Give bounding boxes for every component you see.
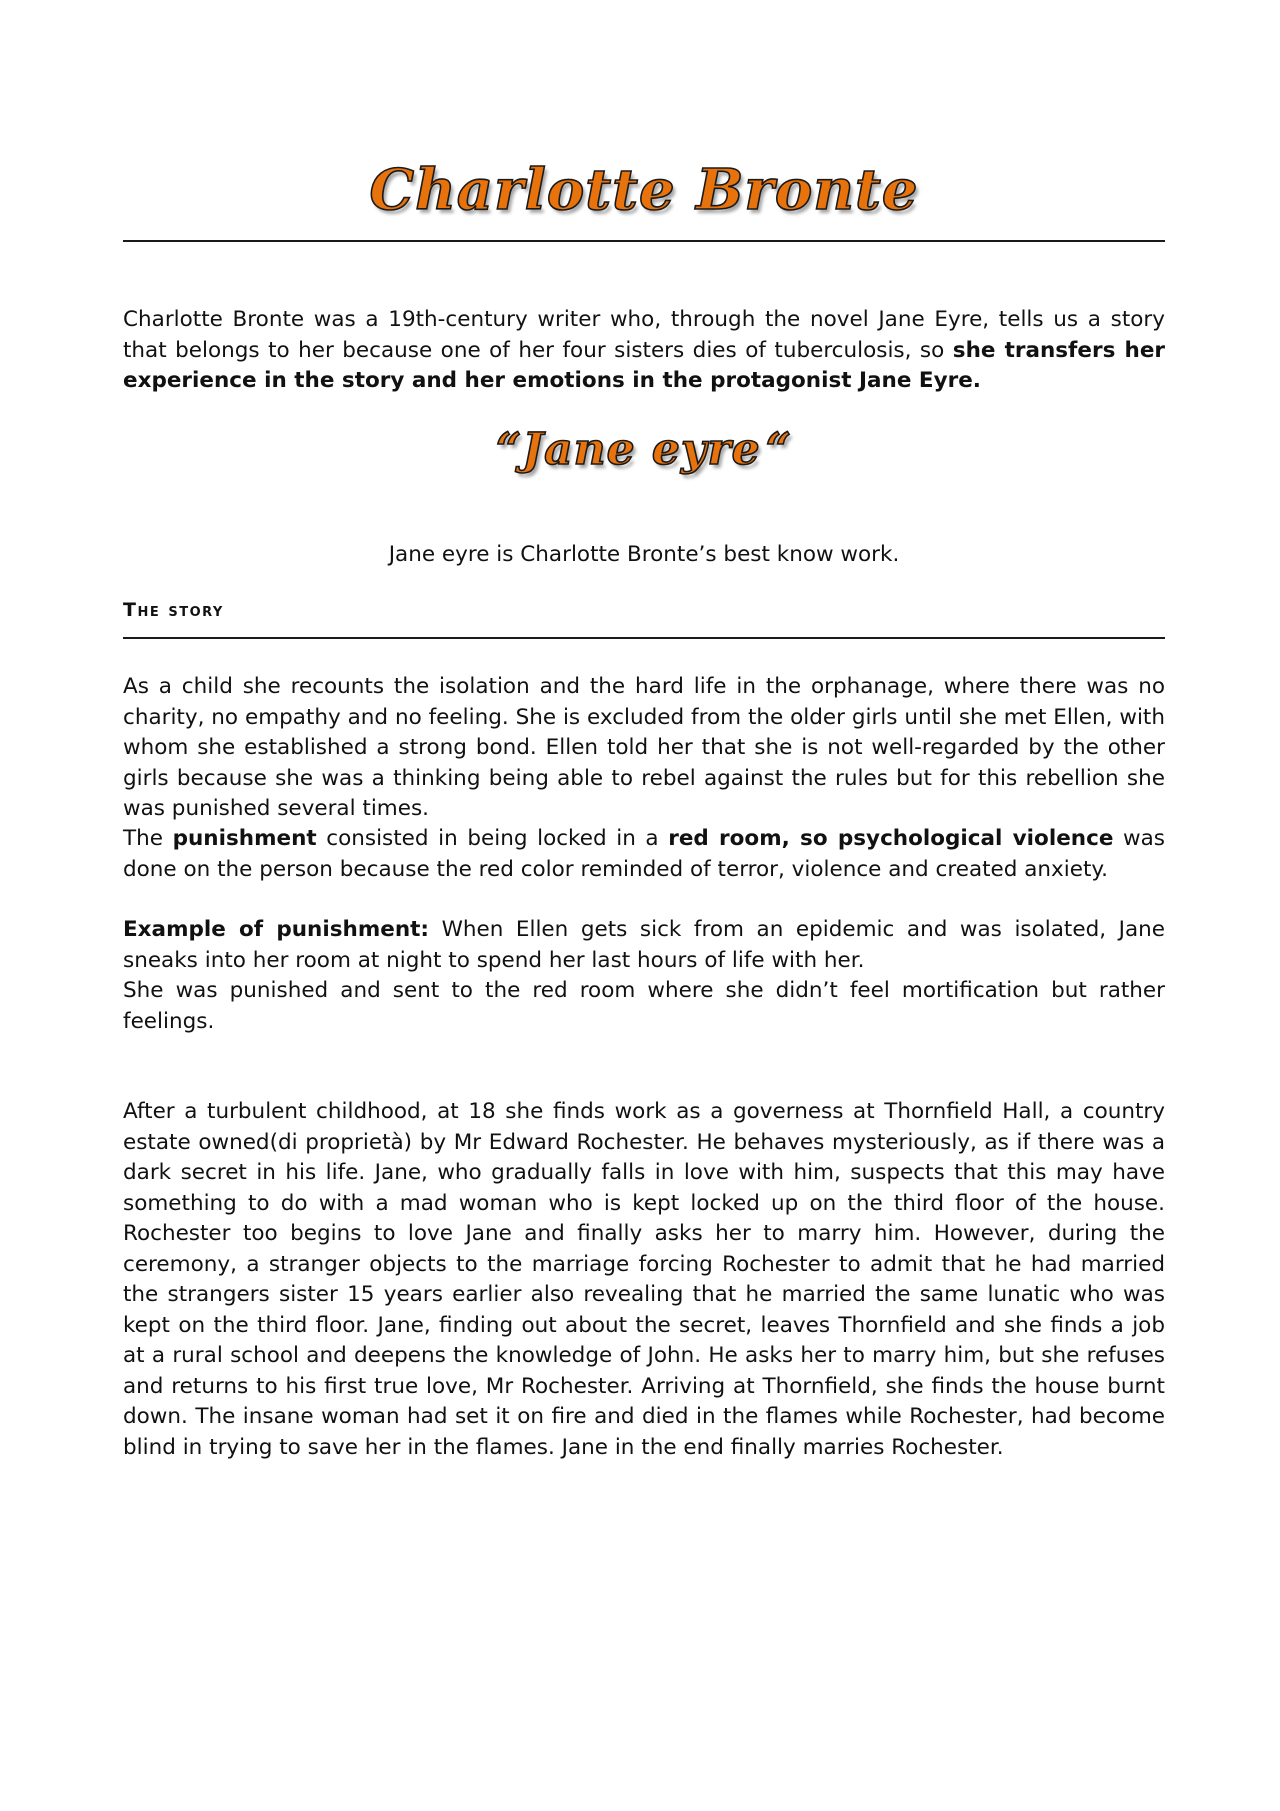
story-p3-text: When Ellen gets sick from an epidemic and was isolated, Jane sneaks into her room at night to spend her last hours of life with her. <box>123 917 1165 973</box>
subtitle-open-quote: “ <box>495 424 523 475</box>
story-p1-text: As a child she recounts the isolation and the hard life in the orphanage, where there was no charity, no empathy and no feeling. She is excluded from the older girls until she met Ellen, with whom she established a strong bond. Ellen told her that she is not well-regarded by the other girls because she was a thinking being able to rebel against the rules but for this rebellion she was punished several times. <box>123 674 1165 821</box>
story-p2-text-c: consisted in being locked in a <box>316 826 669 851</box>
story-p2-text-a: The <box>123 826 173 851</box>
story-paragraph-4 <box>123 976 1165 1037</box>
page-title: Charlotte Bronte <box>369 157 919 223</box>
story-paragraph-1 <box>123 672 1165 825</box>
story-p5-text: After a turbulent childhood, at 18 she finds work as a governess at Thornfield Hall, a country estate owned(di proprietà) by Mr Edward Rochester. He behaves mysteriously, as if there was a dark secret in his life. Jane, who gradually falls in love with him, suspects that this may have something to do with a mad woman who is kept locked up on the third floor of the house. Rochester too begins to love Jane and finally asks her to marry him. However, during the ceremony, a stranger objects to the marriage forcing Rochester to admit that he had married the strangers sister 15 years earlier also revealing that he married the same lunatic who was kept on the third floor. Jane, finding out about the secret, leaves Thornfield and she finds a job at a rural school and deepens the knowledge of John. He asks her to marry him, but she refuses and returns to his first true love, Mr Rochester. Arriving at Thornfield, she finds the house burnt down. The insane woman had set it on fire and died in the flames while Rochester, had become blind in trying to save her in the flames. Jane in the end finally marries Rochester. <box>123 1099 1165 1460</box>
intro-paragraph <box>123 305 1165 397</box>
subtitle-block <box>123 418 1165 482</box>
section-divider <box>123 637 1165 639</box>
subtitle-close-quote: “ <box>765 424 793 475</box>
story-paragraph-5 <box>123 1097 1165 1463</box>
section-heading: The story <box>123 599 224 621</box>
intro-bold-text: she transfers her experience in the story and her emotions in the protagonist Jane Eyre. <box>123 337 1166 393</box>
intro-text: Charlotte Bronte was a 19th-century writer who, through the novel Jane Eyre, tells us a story that belongs to her because one of her four sisters dies of tuberculosis, so <box>123 307 1165 363</box>
story-p2-bold-punishment: punishment <box>172 826 317 851</box>
story-paragraph-3 <box>123 915 1165 976</box>
story-p4-text: She was punished and sent to the red room where she didn’t feel mortification but rather feelings. <box>123 978 1165 1034</box>
subtitle-caption: Jane eyre is Charlotte Bronte’s best know work. <box>388 542 900 567</box>
story-paragraph-2 <box>123 824 1165 885</box>
example-label: Example of punishment: <box>123 917 430 942</box>
subtitle: Jane eyre <box>522 424 761 475</box>
story-p2-text-e: was done on the person because the red color reminded of terror, violence and created anxiety. <box>123 826 1165 882</box>
title-block <box>123 150 1165 230</box>
title-divider <box>123 240 1165 242</box>
story-p2-bold-red-room: red room, so psychological violence <box>668 826 1114 851</box>
